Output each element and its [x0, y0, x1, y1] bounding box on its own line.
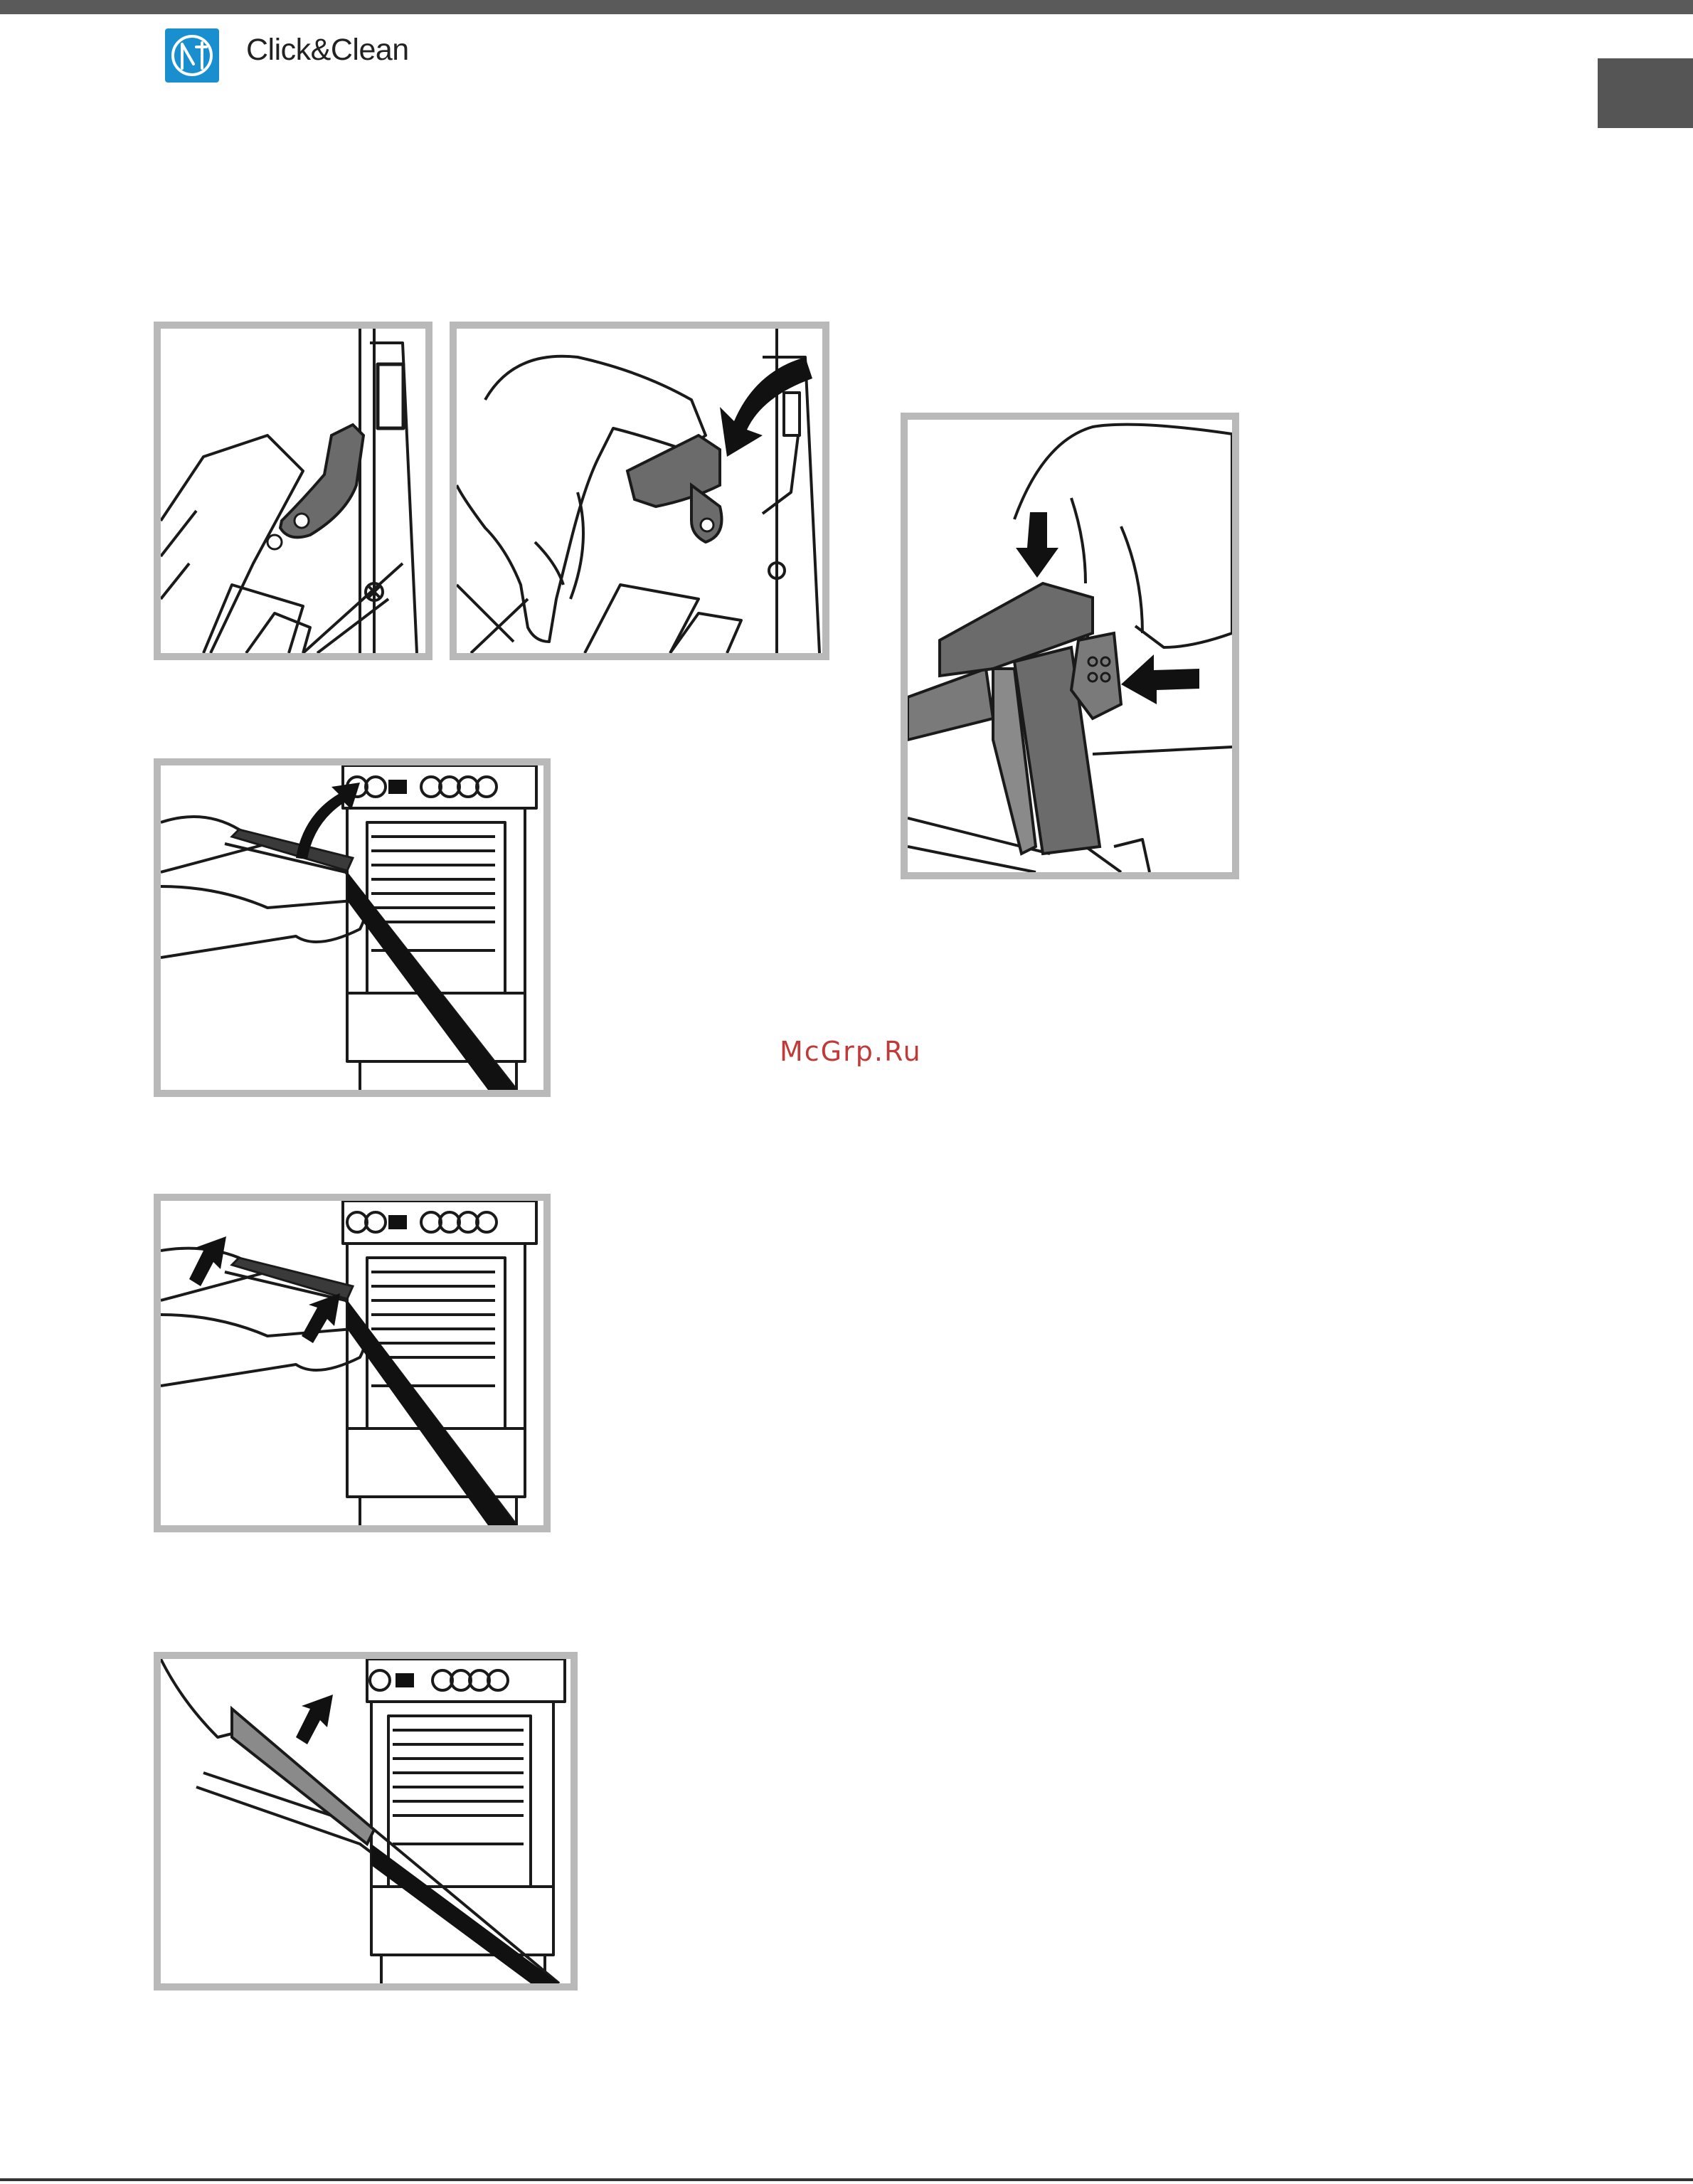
- oven-glass-illustration: [154, 1652, 578, 1990]
- hinge-illustration: [154, 322, 432, 660]
- section-tab: [1598, 58, 1693, 128]
- oven-door-illustration: [154, 1194, 551, 1532]
- bottom-rule: [0, 2178, 1693, 2181]
- hinge-hand-illustration: [450, 322, 829, 660]
- door-clip-illustration: [901, 413, 1239, 879]
- top-bar: [0, 0, 1693, 14]
- brand-label: Click&Clean: [246, 33, 409, 67]
- click-clean-logo-icon: [165, 28, 219, 83]
- watermark: McGrp.Ru: [780, 1036, 922, 1067]
- oven-door-illustration: [154, 758, 551, 1097]
